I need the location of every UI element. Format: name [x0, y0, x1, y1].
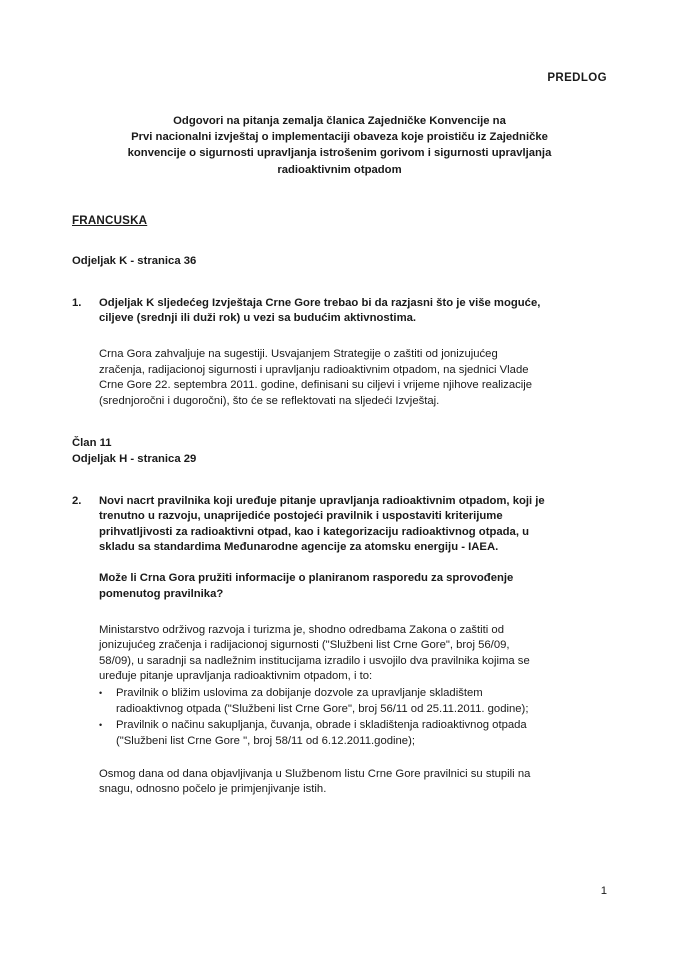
answer-2-line-2: jonizujućeg zračenja i radijacionoj sigurnosti ("Službeni list Crne Gore", broj 56/09, — [99, 639, 510, 652]
title-line-3: konvencije o sigurnosti upravljanja istrošenim gorivom i sigurnosti upravljanja — [127, 147, 552, 160]
answer-2-line-3: 58/09), u saradnji sa nadležnim institucijama izradilo i usvojilo dva pravilnika kojima se — [99, 654, 530, 667]
question-2-line-4: skladu sa standardima Međunarodne agencije za atomsku energiju - IAEA. — [99, 540, 499, 553]
document-label: PREDLOG — [547, 72, 607, 84]
question-2 — [72, 494, 607, 602]
bullet-2-line-2: ("Službeni list Crne Gore ", broj 58/11 od 6.12.2011.godine); — [116, 734, 415, 747]
list-item — [99, 718, 607, 749]
section-1-ref-line-1: Odjeljak K - stranica 36 — [72, 254, 197, 267]
question-1-text — [99, 296, 607, 327]
answer-2-line-4: uređuje pitanje upravljanja radioaktivnim otpadom, i to: — [99, 670, 373, 683]
answer-1-line-2: zračenja, radijacionoj sigurnosti i upravljanju radioaktivnim otpadom, na sjednici Vlade — [99, 363, 529, 376]
question-1-line-2: ciljeve (srednji ili duži rok) u vezi sa budućim aktivnostima. — [99, 312, 417, 325]
document-title — [72, 113, 607, 178]
question-1 — [72, 296, 607, 327]
question-2-text — [99, 494, 607, 602]
question-2-sub-line-1: Može li Crna Gora pružiti informacije o planiranom rasporedu za sprovođenje — [99, 572, 514, 585]
question-1-line-1: Odjeljak K sljedećeg Izvještaja Crne Gore trebao bi da razjasni što je više moguće, — [99, 296, 541, 309]
title-line-4: radioaktivnim otpadom — [277, 163, 402, 176]
bullet-1-line-1: Pravilnik o bližim uslovima za dobijanje dozvole za upravljanje skladištem — [116, 687, 483, 700]
answer-2-line-1: Ministarstvo održivog razvoja i turizma je, shodno odredbama Zakona o zaštiti od — [99, 623, 505, 636]
bullet-1-line-2: radioaktivnog otpada ("Službeni list Crne Gore", broj 56/11 od 25.11.2011. godine); — [116, 702, 529, 715]
closing-paragraph — [99, 767, 607, 798]
section-2-ref-line-2: Odjeljak H - stranica 29 — [72, 453, 197, 466]
country-heading — [72, 214, 607, 227]
question-2-line-1: Novi nacrt pravilnika koji uređuje pitanje upravljanja radioaktivnim otpadom, koji je — [99, 495, 545, 508]
document-content — [72, 0, 607, 798]
answer-1-line-3: Crne Gore 22. septembra 2011. godine, definisani su ciljevi i vrijeme njihove realizacije — [99, 379, 533, 392]
question-2-line-2: trenutno u razvoju, unaprijediće postojeći pravilnik i uspostaviti kriterijume — [99, 510, 503, 523]
title-line-2: Prvi nacionalni izvještaj o implementaciji obaveza koje proističu iz Zajedničke — [131, 131, 548, 144]
bullet-icon: • — [99, 720, 103, 731]
answer-1-line-1: Crna Gora zahvaljuje na sugestiji. Usvajanjem Strategije o zaštiti od jonizujućeg — [99, 348, 498, 361]
closing-line-2: snagu, odnosno počelo je primjenjivanje istih. — [99, 783, 327, 796]
title-line-1: Odgovori na pitanja zemalja članica Zajedničke Konvencije na — [173, 115, 506, 127]
question-2-sub-line-2: pomenutog pravilnika? — [99, 587, 224, 600]
question-2-line-3: prihvatljivosti za radioaktivni otpad, kao i kategorizaciju radioaktivnog otpada, u — [99, 525, 529, 538]
list-item-text — [116, 718, 607, 749]
answer-2 — [99, 623, 607, 685]
bullet-icon: • — [99, 688, 103, 699]
page-number: 1 — [600, 885, 607, 897]
answer-1 — [99, 347, 607, 409]
section-1-reference — [72, 253, 607, 269]
list-item — [99, 686, 607, 717]
bullet-2-line-1: Pravilnik o načinu sakupljanja, čuvanja, obrade i skladištenja radioaktivnog otpada — [116, 719, 527, 732]
closing-line-1: Osmog dana od dana objavljivanja u Službenom listu Crne Gore pravilnici su stupili na — [99, 768, 531, 781]
section-2-reference — [72, 435, 607, 467]
section-2-ref-line-1: Član 11 — [72, 437, 112, 450]
list-item-text — [116, 686, 607, 717]
regulations-list — [72, 686, 607, 749]
question-2-subquestion — [99, 571, 607, 602]
question-1-number: 1. — [72, 296, 82, 309]
country-name: FRANCUSKA — [72, 213, 148, 227]
question-2-number: 2. — [72, 495, 82, 508]
answer-1-line-4: (srednjoročni i dugoročni), što će se reflektovati na sljedeći Izvještaj. — [99, 394, 440, 407]
